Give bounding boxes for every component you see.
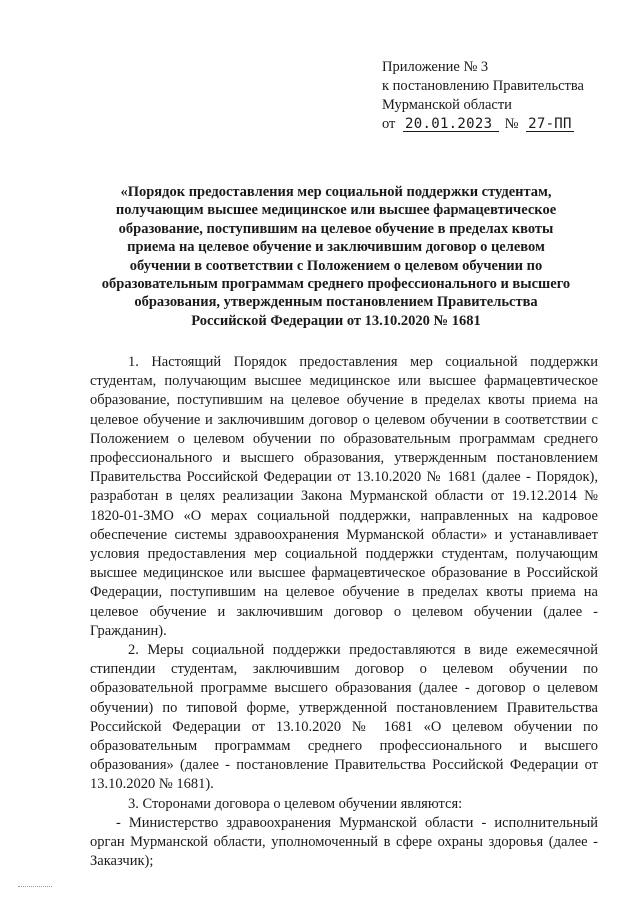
- document-title: «Порядок предоставления мер социальной поддержки студентам, получающим высшее медицинское или высшее фармацевтическое образование, поступившим на целевое обучение в пределах квоты приема на целевое обучение и заключившим договор о целевом обучении в соответствии с Положением о целевом обучении по образовательным программам среднего профессионального и высшего образования, утвержденным постановлением Правительства Российской Федерации от 13.10.2020 № 1681: [101, 184, 571, 329]
- number-label: №: [504, 116, 519, 132]
- footer-divider: [18, 886, 52, 887]
- paragraph-2: 2. Меры социальной поддержки предоставляются в виде ежемесячной стипендии студентам, заключившим договор о целевом обучении по образовательной программе высшего образования (далее - договор о целевом обучении) по типовой форме, утвержденной постановлением Правительства Российской Федерации от 13.10.2020 № 1681 «О целевом обучении по образовательным программам среднего профессионального и высшего образования» (далее - постановление Правительства Российской Федерации от 13.10.2020 № 1681).: [90, 642, 598, 793]
- resolution-date: 20.01.2023: [403, 117, 499, 132]
- document-body: [90, 353, 598, 871]
- paragraph-1: 1. Настоящий Порядок предоставления мер социальной поддержки студентам, получающим высшее медицинское или высшее фармацевтическое образование, поступившим на целевое обучение в пределах квоты приема на целевое обучение и заключившим договор о целевом обучении в соответствии с Положением о целевом обучении по образовательным программам среднего профессионального и высшего образования, утвержденным постановлением Правительства Российской Федерации от 13.10.2020 № 1681 (далее - Порядок), разработан в целях реализации Закона Мурманской области от 19.12.2014 № 1820-01-ЗМО «О мерах социальной поддержки, направленных на кадровое обеспечение системы здравоохранения Мурманской области» и устанавливает условия предоставления мер социальной поддержки студентам, получающим высшее медицинское или высшее фармацевтическое образование в Российской Федерации, поступившим на целевое обучение в пределах квоты приема на целевое обучение и заключившим договор о целевом обучении (далее - Гражданин).: [90, 354, 598, 639]
- appendix-date-line: [382, 115, 584, 134]
- paragraph-3: 3. Сторонами договора о целевом обучении являются:: [128, 795, 463, 812]
- resolution-number: 27-ПП: [526, 117, 574, 132]
- appendix-number: Приложение № 3: [382, 59, 489, 75]
- appendix-header: [382, 58, 584, 134]
- appendix-resolution: к постановлению Правительства: [382, 78, 584, 94]
- appendix-region: Мурманской области: [382, 97, 512, 113]
- from-label: от: [382, 116, 396, 132]
- list-item: - Министерство здравоохранения Мурманской области - исполнительный орган Мурманской области, уполномоченный в сфере охраны здоровья (далее - Заказчик);: [90, 814, 598, 870]
